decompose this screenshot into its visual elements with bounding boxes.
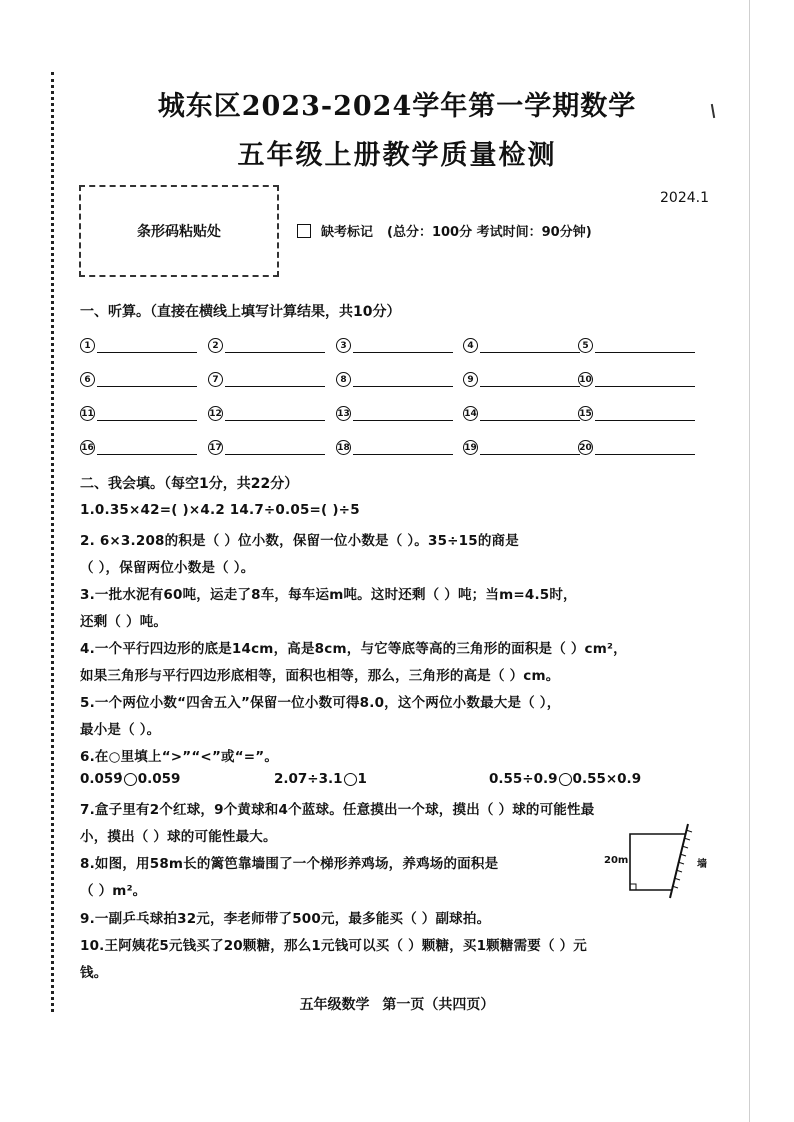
exam-date: 2024.1 [660,190,709,206]
answer-blank[interactable] [336,338,453,353]
answer-blank[interactable] [578,440,695,455]
right-angle-mark [630,884,636,890]
item-number: 3 [336,338,351,353]
answer-blank[interactable] [336,406,453,421]
answer-blank[interactable] [578,406,695,421]
q5-line: 5.一个两位小数“四舍五入”保留一位小数可得8.0，这个两位小数最大是（ ）， [80,695,561,711]
item-number: 16 [80,440,95,455]
item-number: 13 [336,406,351,421]
item-number: 8 [336,372,351,387]
answer-blank[interactable] [80,372,197,387]
item-number: 6 [80,372,95,387]
item-number: 9 [463,372,478,387]
item-number: 11 [80,406,95,421]
item-number: 19 [463,440,478,455]
item-number: 17 [208,440,223,455]
q7-line: 7.盒子里有2个红球，9个黄球和4个蓝球。任意摸出一个球，摸出（ ）球的可能性最 [80,802,595,818]
item-number: 4 [463,338,478,353]
q3-line: 3.一批水泥有60吨，运走了8车，每车运m吨。这时还剩（ ）吨；当m=4.5时， [80,587,577,603]
absent-label: 缺考标记 [321,225,374,240]
item-number: 18 [336,440,351,455]
answer-blank[interactable] [463,372,580,387]
answer-line[interactable] [97,338,197,353]
answer-line[interactable] [353,372,453,387]
answer-blank[interactable] [80,338,197,353]
answer-line[interactable] [595,372,695,387]
compare-item: 0.05̇9̇ 0.059 [80,771,181,787]
answer-line[interactable] [97,372,197,387]
q4-line: 4.一个平行四边形的底是14cm，高是8cm，与它等底等高的三角形的面积是（ ）cm²， [80,641,627,657]
binding-line [51,72,54,1012]
page-footer: 五年级数学 第一页（共四页） [299,997,495,1013]
answer-blank[interactable] [336,372,453,387]
wall-line [670,824,688,898]
q9-line: 9.一副乒乓球拍32元，李老师带了500元，最多能买（ ）副球拍。 [80,911,491,927]
compare-circle[interactable] [344,773,357,786]
answer-blank[interactable] [578,372,695,387]
q2-line: 2. 6×3.208的积是（ ）位小数，保留一位小数是（ ）。35÷15的商是 [80,533,519,549]
answer-line[interactable] [97,440,197,455]
item-number: 10 [578,372,593,387]
q6-line: 6.在○里填上“>”“<”或“=”。 [80,749,279,765]
q3-line-cont: 还剩（ ）吨。 [80,614,168,630]
answer-line[interactable] [480,372,580,387]
item-number: 12 [208,406,223,421]
answer-line[interactable] [480,338,580,353]
q8-line-cont: （ ）m²。 [80,883,147,899]
answer-line[interactable] [97,406,197,421]
answer-line[interactable] [595,406,695,421]
barcode-area [79,185,279,277]
answer-blank[interactable] [463,440,580,455]
section2-heading: 二、我会填。（每空1分，共22分） [80,476,299,492]
answer-blank[interactable] [208,372,325,387]
q1-line: 1.0.35×42=( )×4.2 14.7÷0.05=( )÷5 [80,502,360,518]
compare-item: 2.07÷3.1 1 [274,771,367,787]
answer-blank[interactable] [80,440,197,455]
answer-line[interactable] [225,440,325,455]
compare-item: 0.55÷0.9 0.55×0.9 [489,771,642,787]
exam-subtitle: 五年级上册教学质量检测 [237,140,557,171]
q7-line-cont: 小，摸出（ ）球的可能性最大。 [80,829,277,845]
answer-line[interactable] [595,440,695,455]
answer-line[interactable] [225,372,325,387]
answer-line[interactable] [595,338,695,353]
compare-circle[interactable] [124,773,137,786]
fence-outline [630,834,686,890]
answer-line[interactable] [353,406,453,421]
exam-title: 城东区2023-2024学年第一学期数学 [157,91,637,122]
answer-line[interactable] [225,338,325,353]
answer-blank[interactable] [208,338,325,353]
item-number: 14 [463,406,478,421]
answer-line[interactable] [353,338,453,353]
q8-line: 8.如图，用58m长的篱笆靠墙围了一个梯形养鸡场，养鸡场的面积是 [80,856,499,872]
answer-line[interactable] [225,406,325,421]
answer-blank[interactable] [208,406,325,421]
absent-checkbox[interactable] [297,224,311,238]
item-number: 20 [578,440,593,455]
item-number: 1 [80,338,95,353]
answer-blank[interactable] [208,440,325,455]
answer-blank[interactable] [463,338,580,353]
barcode-label: 条形码粘贴处 [137,224,221,240]
q2-line-cont: （ ），保留两位小数是（ ）。 [80,560,255,576]
answer-blank[interactable] [578,338,695,353]
item-number: 7 [208,372,223,387]
q4-line-cont: 如果三角形与平行四边形底相等，面积也相等，那么，三角形的高是（ ）cm。 [80,668,560,684]
answer-line[interactable] [353,440,453,455]
q10-line: 10.王阿姨花5元钱买了20颗糖，那么1元钱可以买（ ）颗糖，买1颗糖需要（ ）元 [80,938,587,954]
item-number: 2 [208,338,223,353]
item-number: 15 [578,406,593,421]
absent-mark-row [297,221,592,240]
section1-heading: 一、听算。（直接在横线上填写计算结果，共10分） [80,304,401,320]
q10-line-cont: 钱。 [80,965,108,981]
answer-blank[interactable] [336,440,453,455]
q5-line-cont: 最小是（ ）。 [80,722,161,738]
answer-blank[interactable] [463,406,580,421]
exam-info: (总分：100分 考试时间：90分钟) [387,225,592,240]
compare-circle[interactable] [559,773,572,786]
figure-side-label: 20m [604,855,629,866]
figure-wall-label: 墙 [697,859,707,870]
answer-line[interactable] [480,406,580,421]
item-number: 5 [578,338,593,353]
answer-blank[interactable] [80,406,197,421]
answer-line[interactable] [480,440,580,455]
